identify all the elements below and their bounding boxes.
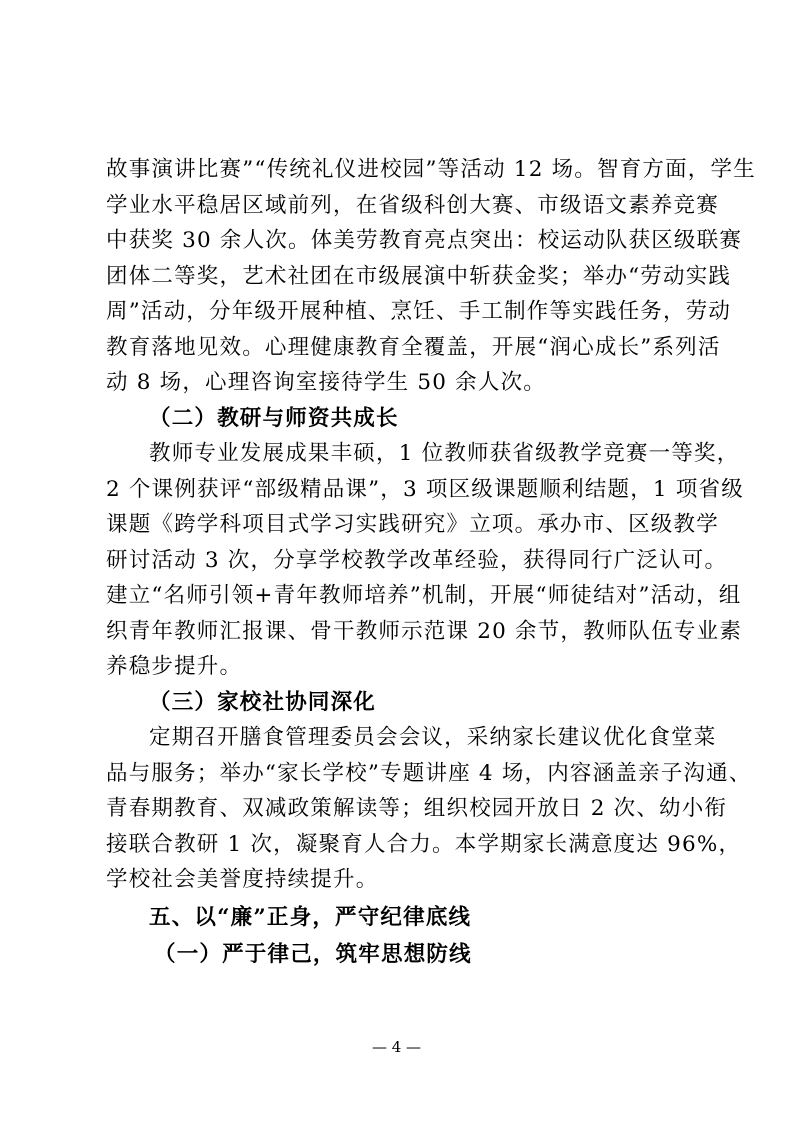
text-line: 学校社会美誉度持续提升。	[106, 867, 379, 892]
paragraph-home-school-cooperation	[106, 720, 752, 898]
text-line: 定期召开膳食管理委员会会议，采纳家长建议优化食堂菜	[149, 725, 717, 750]
text-line: 织青年教师汇报课、骨干教师示范课 20 余节，教师队伍专业素	[106, 618, 743, 644]
text-line: 团体二等奖，艺术社团在市级展演中斩获金奖；举办“劳动实践	[106, 263, 732, 289]
text-line: 周”活动，分年级开展种植、烹饪、手工制作等实践任务，劳动	[106, 299, 732, 324]
text-line: 学业水平稳居区域前列，在省级科创大赛、市级语文素养竞赛	[106, 192, 719, 218]
chapter-heading-integrity: 五、以“廉”正身，严守纪律底线	[149, 904, 472, 930]
text-line: 建立“名师引领+青年教师培养”机制，开展“师徒结对”活动，组	[106, 583, 742, 608]
text-line: 研讨活动 3 次，分享学校教学改革经验，获得同行广泛认可。	[106, 547, 728, 573]
section-heading-teaching-research: （二）教研与师资共成长	[149, 405, 399, 431]
paragraph-academic-results	[106, 152, 756, 401]
document-body	[106, 152, 756, 973]
text-line: 中获奖 30 余人次。体美劳教育亮点突出：校运动队获区级联赛	[106, 228, 743, 253]
text-line: 教育落地见效。心理健康教育全覆盖，开展“润心成长”系列活	[106, 334, 721, 360]
paragraph-teacher-development	[106, 436, 744, 685]
text-line: 动 8 场，心理咨询室接待学生 50 余人次。	[106, 370, 546, 395]
section-heading-home-school: （三）家校社协同深化	[149, 689, 377, 715]
text-line: 2 个课例获评“部级精品课”，3 项区级课题顺利结题，1 项省级	[106, 476, 744, 502]
text-line: 青春期教育、双减政策解读等；组织校园开放日 2 次、幼小衔	[106, 796, 728, 821]
text-line: 教师专业发展成果丰硕，1 位教师获省级教学竞赛一等奖，	[149, 441, 740, 466]
text-line: 课题《跨学科项目式学习实践研究》立项。承办市、区级教学	[106, 512, 719, 537]
text-line: 养稳步提升。	[106, 654, 243, 679]
text-line: 品与服务；举办“家长学校”专题讲座 4 场，内容涵盖亲子沟通、	[106, 760, 752, 786]
page-number: — 4 —	[371, 1038, 422, 1056]
section-heading-self-discipline: （一）严于律己，筑牢思想防线	[154, 942, 472, 967]
text-line: 故事演讲比赛”“传统礼仪进校园”等活动 12 场。智育方面，学生	[106, 157, 756, 182]
text-line: 接联合教研 1 次，凝聚育人合力。本学期家长满意度达 96%，	[106, 831, 742, 857]
